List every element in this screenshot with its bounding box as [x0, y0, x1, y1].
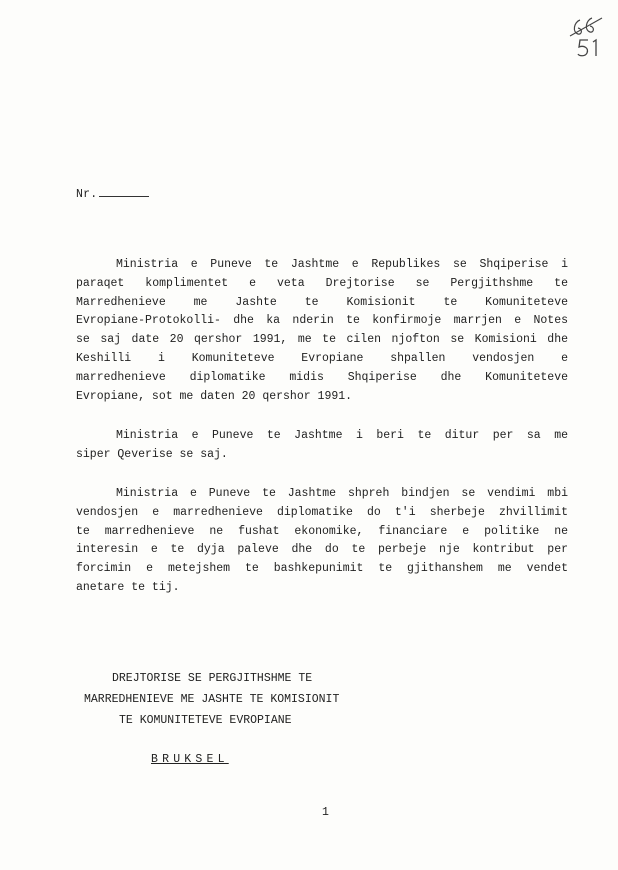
text-line: te marredhenieve ne fushat ekonomike, financiare e politike ne: [76, 524, 568, 538]
addressee-line-1: DREJTORISE SE PERGJITHSHME TE: [112, 672, 313, 685]
text-line: Marredhenieve me Jashte te Komisionit te Komuniteteve: [76, 295, 568, 309]
text-line: anetare te tij.: [76, 580, 180, 594]
text-line: interesin e te dyja paleve dhe do te perbeje nje kontribut per: [76, 543, 568, 557]
text-line: Ministria e Puneve te Jashtme shpreh bindjen se vendimi mbi: [116, 487, 568, 500]
text-line: Evropiane-Protokolli- dhe ka nderin te konfirmoje marrjen e Notes: [76, 314, 568, 328]
handwritten-mark: [566, 14, 606, 60]
text-line: Ministria e Puneve te Jashtme i beri te ditur per sa me: [116, 429, 568, 442]
text-line: Ministria e Puneve te Jashtme e Republikes se Shqiperise i: [116, 258, 568, 271]
paragraph-2: [76, 427, 568, 465]
addressee-line-2: MARREDHENIEVE ME JASHTE TE KOMISIONIT: [84, 693, 340, 706]
addressee-line-3: TE KOMUNITETEVE EVROPIANE: [119, 714, 292, 727]
text-line: Evropiane, sot me daten 20 qershor 1991.: [76, 389, 353, 403]
text-line: paraqet komplimentet e veta Drejtorise se Pergjithshme te: [76, 276, 568, 290]
nr-label: Nr.: [76, 188, 98, 201]
text-line: Keshilli i Komuniteteve Evropiane shpallen vendosjen e: [76, 351, 568, 365]
text-line: marredhenieve diplomatike midis Shqiperise dhe Komuniteteve: [76, 370, 568, 384]
addressee-city: BRUKSEL: [151, 753, 229, 766]
text-line: siper Qeverise se saj.: [76, 447, 228, 461]
handwritten-archive-number: [566, 14, 606, 60]
nr-blank-line: [99, 195, 149, 197]
page-number: 1: [322, 806, 329, 819]
text-line: se saj date 20 qershor 1991, me te cilen njofton se Komisioni dhe: [76, 333, 568, 347]
text-line: vendosjen e marredhenieve diplomatike do t'i sherbeje zhvillimit: [76, 505, 568, 519]
text-line: forcimin e metejshem te bashkepunimit te gjithanshem me vendet: [76, 562, 568, 576]
reference-number: [76, 188, 149, 201]
paragraph-3: [76, 485, 568, 598]
paragraph-1: [76, 256, 568, 406]
